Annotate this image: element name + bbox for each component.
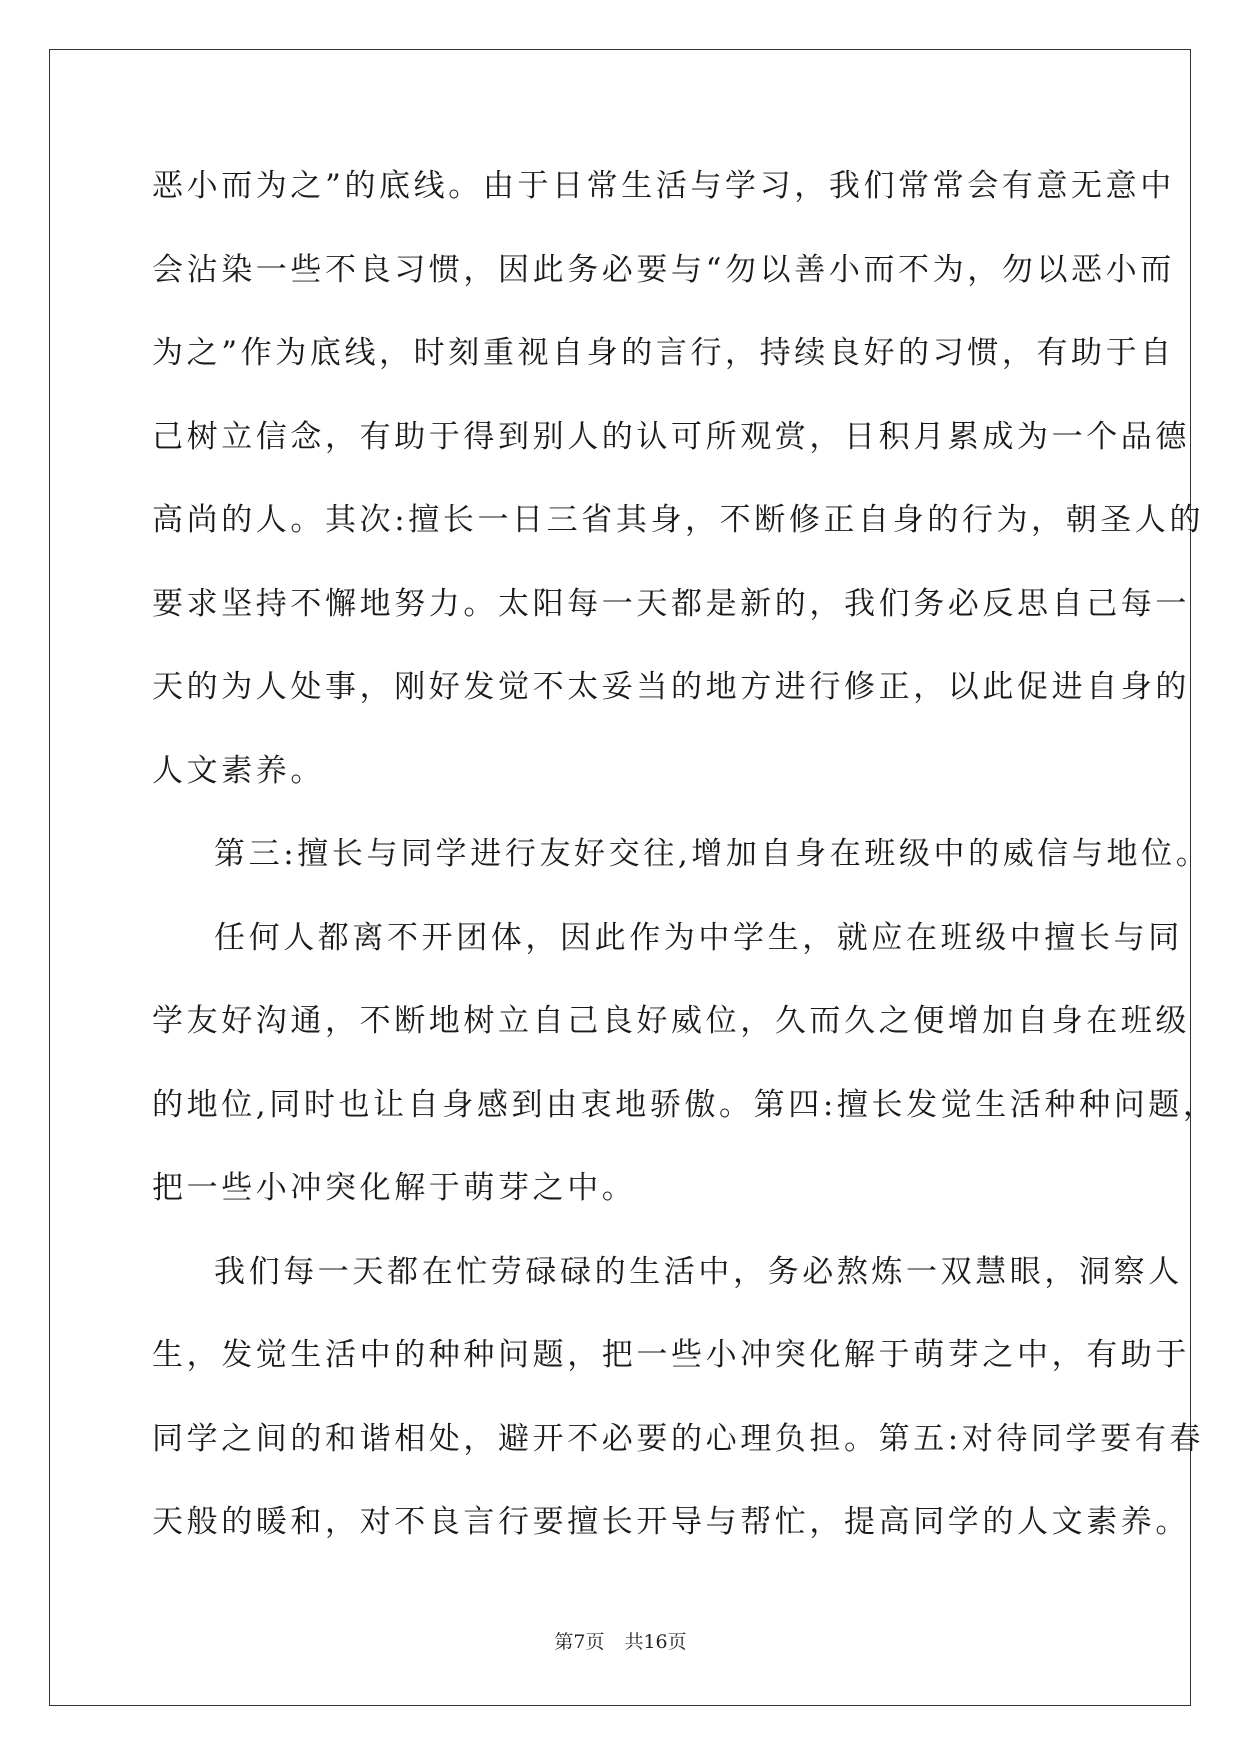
text-line: 天的为人处事，刚好发觉不太妥当的地方进行修正，以此促进自身的 — [152, 669, 1190, 705]
text-line: 的地位,同时也让自身感到由衷地骄傲。第四:擅长发觉生活种种问题， — [152, 1086, 1218, 1123]
text-line: 任何人都离不开团体，因此作为中学生，就应在班级中擅长与同 — [214, 919, 1183, 956]
text-line: 同学之间的和谐相处，避开不必要的心理负担。第五:对待同学要有春 — [152, 1420, 1205, 1457]
page-total: 共16页 — [624, 1631, 687, 1653]
text-line: 天般的暖和，对不良言行要擅长开导与帮忙，提高同学的人文素养。 — [152, 1504, 1190, 1540]
text-line: 为之”作为底线，时刻重视自身的言行，持续良好的习惯，有助于自 — [152, 335, 1175, 371]
page-footer — [0, 1630, 1241, 1654]
text-line: 要求坚持不懈地努力。太阳每一天都是新的，我们务必反思自己每一 — [152, 585, 1190, 622]
text-line: 恶小而为之”的底线。由于日常生活与学习，我们常常会有意无意中 — [152, 168, 1175, 204]
text-line: 会沾染一些不良习惯，因此务必要与“勿以善小而不为，勿以恶小而 — [152, 251, 1175, 288]
text-line: 己树立信念，有助于得到别人的认可所观赏，日积月累成为一个品德 — [152, 418, 1190, 455]
text-line: 高尚的人。其次:擅长一日三省其身，不断修正自身的行为，朝圣人的 — [152, 502, 1205, 538]
text-line: 我们每一天都在忙劳碌碌的生活中，务必熬炼一双慧眼，洞察人 — [214, 1253, 1183, 1290]
text-line: 把一些小冲突化解于萌芽之中。 — [152, 1170, 637, 1206]
page-number: 第7页 — [554, 1631, 605, 1653]
text-line: 学友好沟通，不断地树立自己良好威位，久而久之便增加自身在班级 — [152, 1003, 1190, 1039]
text-line: 人文素养。 — [152, 752, 325, 789]
text-line: 生，发觉生活中的种种问题，把一些小冲突化解于萌芽之中，有助于 — [152, 1337, 1190, 1373]
document-body — [152, 166, 1218, 1586]
text-line: 第三:擅长与同学进行友好交往,增加自身在班级中的威信与地位。 — [214, 836, 1211, 872]
